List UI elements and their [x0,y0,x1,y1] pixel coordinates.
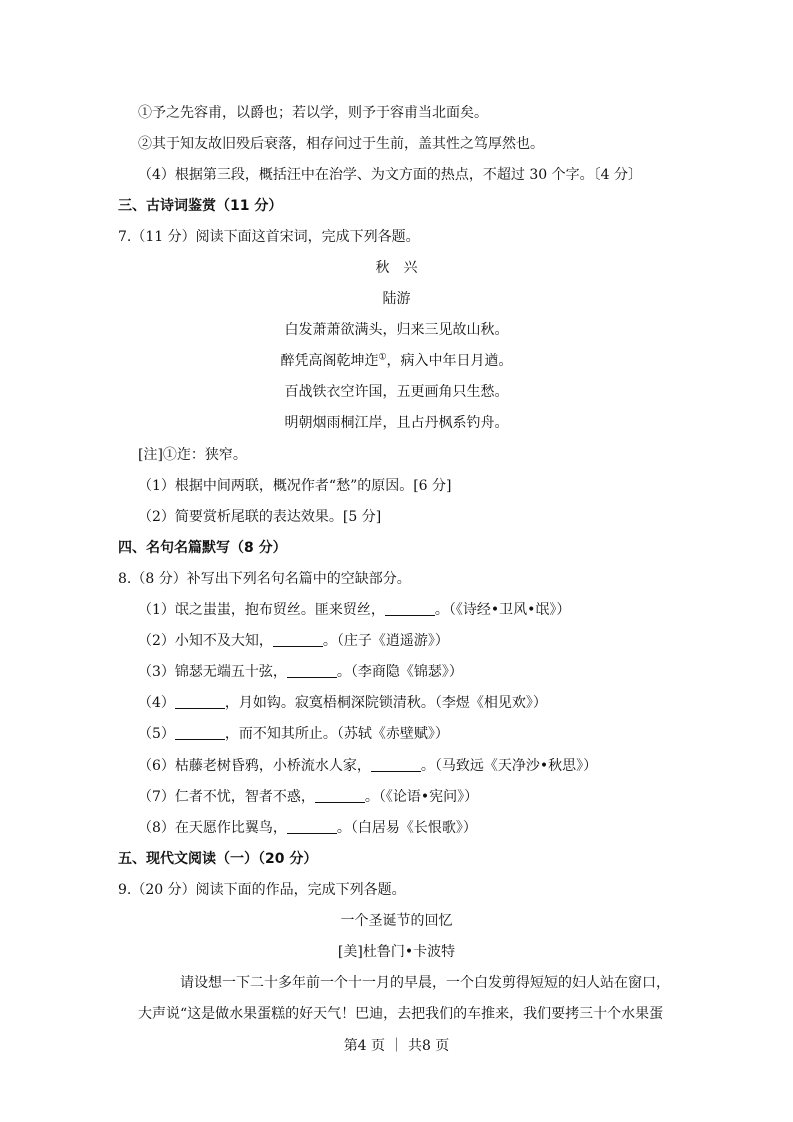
poem-title: 秋 兴 [375,260,418,276]
fill-item-text: （6）枯藤老树昏鸦，小桥流水人家， [138,758,371,774]
fill-item-text: （7）仁者不忧，智者不惑， [138,789,315,805]
answer-blank [175,725,225,740]
fill-item-text: （3）锦瑟无端五十弦， [138,664,287,680]
footnote-marker: ① [378,352,387,363]
poem-note: [注]①迮：狭窄。 [138,447,247,463]
fill-item [138,662,463,682]
poem-verse: 白发萧萧欲满头，归来三见故山秋。 [284,322,509,338]
text-line: ②其于知友故旧殁后衰落，相存问过于生前，盖其性之笃厚然也。 [138,136,544,152]
fill-item-text: （2）小知不及大知， [138,633,273,649]
fill-item-text: （8）在天愿作比翼鸟， [138,820,287,836]
text-line: ①予之先容甫，以爵也；若以学，则予于容甫当北面矣。 [138,105,488,121]
fill-item-text: （1）氓之蚩蚩，抱布贸丝。匪来贸丝， [138,602,385,618]
question-7: 7.（11 分）阅读下面这首宋词，完成下列各题。 [118,229,420,245]
fill-item-text: 。（《论语•宪问》） [364,789,479,805]
answer-blank [175,694,225,709]
article-paragraph: 请设想一下二十多年前一个十一月的早晨，一个白发剪得短短的妇人站在窗口， [180,975,670,991]
poem-verse: 百战铁衣空许国，五更画角只生愁。 [284,384,509,400]
question-4: （4）根据第三段，概括汪中在治学、为文方面的热点，不超过 30 个字。〔4 分〕 [138,167,642,183]
fill-item [138,631,449,651]
answer-blank [287,819,337,834]
article-paragraph: 大声说“这是做水果蛋糕的好天气！巴迪，去把我们的车推来，我们要拷三十个水果蛋 [138,1006,664,1022]
fill-item [138,818,477,838]
question-8: 8.（8 分）补写出下列名句名篇中的空缺部分。 [118,571,411,587]
page-footer: 第4 页 ｜ 共8 页 [343,1038,450,1054]
fill-item [138,756,597,776]
poem-verse: 明朝烟雨桐江岸，且占丹枫系钓舟。 [284,415,509,431]
answer-blank [273,632,323,647]
answer-blank [315,788,365,803]
fill-item [138,693,547,713]
poem-verse-part: 醉凭高阁乾坤迮 [280,353,379,369]
fill-item-text: 。（马致远《天净沙•秋思》） [420,758,598,774]
answer-blank [287,663,337,678]
poem-verse [0,351,793,371]
section-3-heading: 三、古诗词鉴赏（11 分） [118,198,283,214]
fill-item-text: 。（李商隐《锦瑟》） [336,664,463,680]
section-4-heading: 四、名句名篇默写（8 分） [118,540,287,556]
poem-author: 陆游 [382,291,411,307]
question-7-2: （2）简要赏析尾联的表达效果。[5 分] [138,509,382,525]
answer-blank [371,757,421,772]
fill-item-text: ，而不知其所止。（苏轼《赤壁赋》） [224,726,449,742]
article-title: 一个圣诞节的回忆 [340,913,453,929]
fill-item-text: （5） [138,726,175,742]
article-author: [美]杜鲁门•卡波特 [337,944,456,960]
question-7-1: （1）根据中间两联，概况作者“愁”的原因。[6 分] [138,478,452,494]
fill-item-text: 。（庄子《逍遥游》） [322,633,449,649]
fill-item-text: ，月如钩。寂寞梧桐深院锁清秋。（李煜《相见欢》） [224,695,547,711]
question-9: 9.（20 分）阅读下面的作品，完成下列各题。 [118,882,406,898]
fill-item-text: 。（《诗经•卫风•氓》） [434,602,571,618]
poem-verse-part: ，病入中年日月遒。 [386,353,513,369]
fill-item [138,600,570,620]
answer-blank [385,601,435,616]
fill-item [138,787,478,807]
section-5-heading: 五、现代文阅读（一）（20 分） [118,851,318,867]
fill-item-text: 。（白居易《长恨歌》） [336,820,477,836]
fill-item [138,724,449,744]
fill-item-text: （4） [138,695,175,711]
